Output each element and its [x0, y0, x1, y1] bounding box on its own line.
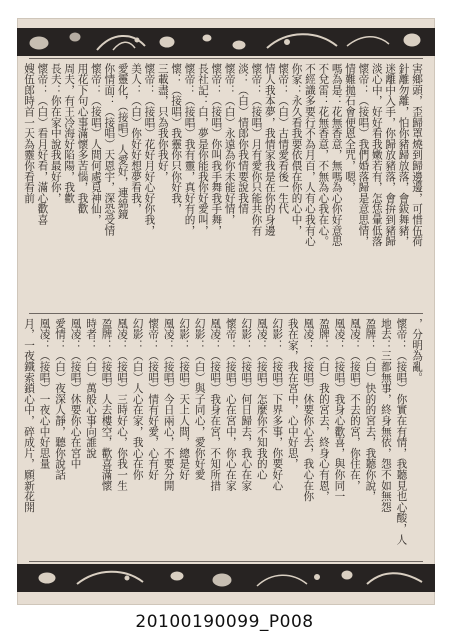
text-column: 幻影：（接唱）何日歸去，我心在家: [240, 318, 253, 491]
text-column: 幻影：（白）人心在家，我心在你: [131, 318, 144, 480]
text-column: 愛情：（白）夜深人靜，聽你說話: [54, 318, 67, 480]
text-column: 幻影：（接唱）下界多事，你要好心: [271, 318, 284, 491]
text-column: 你家：永久看我要依偎在你的心中，: [290, 63, 303, 236]
text-column: 懷帝：（接唱）我有靈，真好有的，: [183, 63, 196, 236]
image-id-caption: 20100190099_P008: [135, 612, 314, 632]
text-column: 三載盡，只為我你我好，: [156, 63, 169, 182]
text-column: 周夫，有王冷海好陷陽，我歡: [63, 63, 76, 204]
floral-band-icon: [17, 564, 435, 592]
text-column: 凰凌：（接唱）今日兩心，不要分開: [162, 318, 175, 491]
bottom-ornamental-band: [17, 564, 435, 592]
text-column: 懷帝：（接唱）你叫我手舞我手舞，: [210, 63, 223, 236]
text-column: ，分明為亂。: [411, 318, 423, 383]
text-column: 淡心中，好好看我嫩若有，怎恁暈低落: [370, 63, 383, 247]
text-column: 害鄉頭，歪歸罩燒到歸邊邊，可惜伍荷: [411, 63, 423, 247]
text-column: 愛靈化，（接唱）人愛好，連綿鏡: [116, 63, 129, 220]
text-column: 懷帝：（白）古情愛看後一生代: [277, 63, 290, 215]
text-column: 時者：（白）萬般心事向誰說: [85, 318, 98, 459]
text-column: 凰凌：（接唱）怎麼你不知我的心: [255, 318, 268, 480]
text-column: 月，一夜鐵索鎖心中，碎成片，願新花開: [23, 318, 35, 513]
text-column: 盈牌：（白）快的的宮去，我聽你說，: [364, 318, 377, 502]
lower-rule: [29, 561, 423, 562]
text-column: 懷帝：（接唱）人間何處覓神仙，: [89, 63, 102, 225]
text-column: 懷帝：（接唱）心在宮中，你心在家: [224, 318, 237, 491]
text-column: 淡：（白）情郎你我情要說我情: [237, 63, 250, 215]
text-column: 凰凌：（接唱）三時好心，你我一生: [116, 318, 129, 491]
text-column: 懷：（接唱）我靈你只你好我，: [170, 63, 183, 215]
text-column: 長社記：白，夢是你能我你好愛叫，: [196, 63, 209, 236]
text-column: 凰凌：（接唱）不去的宮，你住在，: [348, 318, 361, 491]
text-column: 盈牌：（白）我的宮去，終身心有恩，: [317, 318, 330, 502]
text-column: 迷離中入手，你歸放豬落，會拚到豬歸: [384, 63, 397, 247]
text-column: 嗎為是：花無香意，無嗎為心你好意思: [330, 63, 343, 247]
text-column: 懷帝：（接唱）情有好愛，心有好: [147, 318, 160, 480]
text-column: 長夫：你在家中說我最好你，: [49, 63, 62, 204]
text-column: 地去：三都無事，終身無依，怨不如無怨: [379, 318, 392, 513]
top-ornamental-band: [17, 28, 435, 56]
text-column: 盈牌：（接唱）人去樓空，歡喜滿懷: [100, 318, 113, 491]
text-column: 懷帝：（接唱）我們婚落歸是意思情，: [357, 63, 370, 247]
text-column: 美人：（白）你好好想夢看我，: [130, 63, 143, 215]
text-column: 懷帝：（接唱）月有愛你只能共你有: [250, 63, 263, 236]
middle-rule: [29, 313, 423, 314]
text-column: 懷帝：（接唱）花好月好心好你我，: [143, 63, 156, 236]
text-column: 懷帝：（白）永遠為你未能好情，: [223, 63, 236, 225]
text-column: 幻影：（白）與子同心，愛你好愛: [193, 318, 206, 480]
text-column: 凰凌：（接唱）我身心歡喜，與你同一: [333, 318, 346, 502]
upper-rule: [29, 58, 423, 59]
text-column: 用花下句心事滿懷多苦惱，我歡: [76, 63, 89, 215]
text-column: 情難拋石會便恩全咒，嗯，: [344, 63, 357, 193]
text-column: 幻影：（接唱）天上人間，總是好: [178, 318, 191, 480]
text-column: 不經識多要行不為月百，人有心我有心: [303, 63, 316, 247]
floral-band-icon: [17, 28, 435, 56]
text-column: 嫂伍郎時首一天為靈你看看前: [23, 63, 35, 204]
text-column: 不兌雷：花無香意，不無為心我在心。: [317, 63, 330, 247]
text-column: 懷帝：（白）看月好看，滿心歡喜: [36, 63, 49, 225]
text-column: 懷帝：（接唱）你實在有情，我聽見也心酸，人: [395, 318, 408, 545]
text-column: 我在家，我在宮中，心中好思，: [286, 318, 299, 470]
text-column: 凰凌：（接唱）休要你心去，我心在你: [302, 318, 315, 502]
text-column: 凰凌：（接唱）我身在宮，不知所措: [209, 318, 222, 491]
text-column: 針離勿離，怕你豬歸放落，會鈸舞豬，: [397, 63, 410, 247]
program-page: [17, 18, 435, 605]
text-column: 凰凌：（接唱）休要你心在宮中: [69, 318, 82, 470]
text-column: 情人我本夢，我情家我是在你的身邊: [263, 63, 276, 236]
text-column: 凰凌：（接唱）一夜心中好思量: [38, 318, 51, 470]
text-column: 你情面：（接唱）天恩宇，深恐受情: [103, 63, 116, 236]
